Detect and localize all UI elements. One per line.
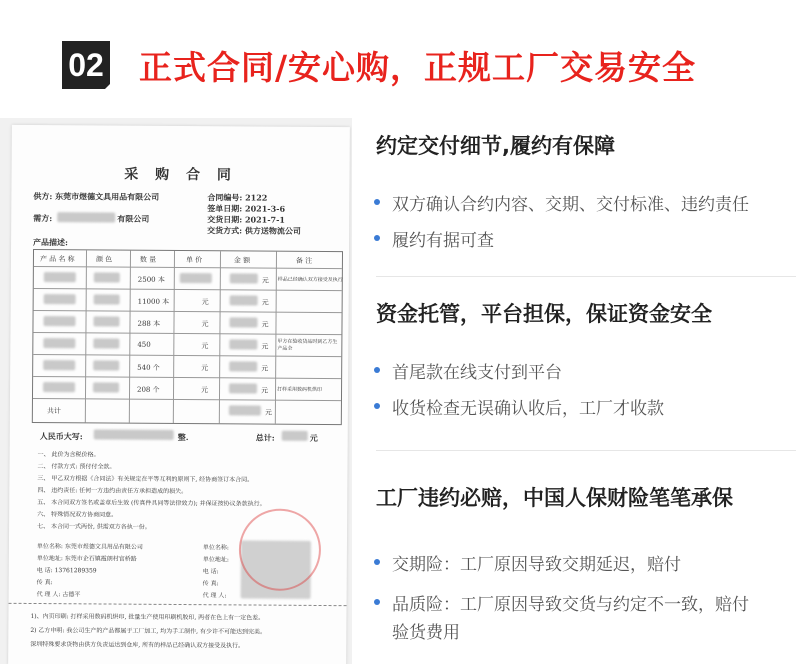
signature-line: 单位地址: 东莞市企石镇霞朗村官桥路 bbox=[36, 555, 137, 563]
signature-line: 传 真: bbox=[36, 579, 53, 587]
table-cell-amount: 元 bbox=[261, 276, 269, 285]
redacted-cell bbox=[93, 382, 119, 392]
table-cell-amount: 元 bbox=[261, 342, 269, 351]
redacted-cell bbox=[43, 382, 75, 392]
bullet-dot-icon bbox=[374, 367, 380, 373]
redacted-cell bbox=[229, 361, 257, 371]
contract-photo bbox=[0, 118, 352, 664]
redacted-cell bbox=[44, 294, 76, 304]
table-total-amount: 元 bbox=[264, 408, 272, 417]
table-cell-amount: 元 bbox=[261, 364, 269, 373]
contract-number: 合同编号: 2122 bbox=[207, 192, 268, 203]
clause-line: 一、 此价为含税价格。 bbox=[37, 451, 100, 459]
redacted-cell bbox=[94, 272, 120, 282]
table-col-line bbox=[173, 251, 175, 423]
table-col-line bbox=[129, 251, 131, 423]
table-cell-price: 元 bbox=[201, 364, 209, 373]
redacted-cell bbox=[93, 360, 119, 370]
table-header: 数 量 bbox=[139, 255, 157, 264]
signature-line: 电 话: 13761289359 bbox=[36, 567, 97, 575]
contract-title: 采 购 合 同 bbox=[124, 166, 237, 184]
table-cell-note: 打样采用数码机烘印 bbox=[277, 386, 323, 393]
section-heading: 资金托管，平台担保，保证资金安全 bbox=[376, 302, 712, 326]
contract-buyer-suffix: 有限公司 bbox=[117, 213, 150, 224]
table-cell-note: 样品已经确认双方接受及执行 bbox=[277, 276, 343, 284]
redacted-cell bbox=[43, 360, 75, 370]
badge-notch bbox=[104, 84, 110, 90]
footnote-line: 1)、内页印刷: 打样采用数码机烘印, 批量生产使用印刷机胶印, 两者在色上有一定色差。 bbox=[30, 612, 265, 622]
redacted-cell bbox=[44, 272, 76, 282]
clause-line: 六、 特殊情况双方协商同意。 bbox=[37, 511, 118, 519]
section-divider bbox=[376, 276, 796, 277]
grand-total-suffix: 元 bbox=[309, 432, 318, 443]
redacted-cell bbox=[229, 339, 257, 349]
table-cell-amount: 元 bbox=[261, 386, 269, 395]
signature-line: 代 理 人: bbox=[202, 592, 227, 600]
clause-line: 四、 违约责任: 任何一方违约由责任方承担造成的损失。 bbox=[37, 487, 188, 496]
table-cell-amount: 元 bbox=[261, 298, 269, 307]
table-cell-qty: 450 bbox=[137, 340, 151, 349]
section-heading: 工厂违约必赔，中国人保财险笔笔承保 bbox=[376, 486, 733, 510]
table-header: 单 价 bbox=[185, 256, 203, 265]
redacted-cell bbox=[229, 383, 257, 393]
signature-line: 电 话: bbox=[202, 568, 219, 576]
redacted-cell bbox=[93, 338, 119, 348]
contract-buyer-prefix: 需方: bbox=[33, 212, 53, 224]
feature-item-continuation: 验货费用 bbox=[392, 623, 460, 643]
table-header: 金 额 bbox=[233, 256, 251, 265]
bullet-dot-icon bbox=[374, 199, 380, 205]
feature-item: 首尾款在线支付到平台 bbox=[392, 363, 562, 383]
feature-item: 收货检查无误确认收后，工厂才收款 bbox=[392, 399, 664, 419]
table-row bbox=[34, 266, 342, 269]
redacted-cell bbox=[43, 338, 75, 348]
table-row bbox=[33, 332, 341, 335]
feature-item: 双方确认合约内容、交期、交付标准、违约责任 bbox=[392, 195, 749, 215]
signature-line: 代 理 人: 古德平 bbox=[36, 591, 81, 599]
contract-delivery-method: 交货方式: 供方送物流公司 bbox=[207, 225, 301, 236]
redacted-cell bbox=[230, 273, 258, 283]
signature-line: 单位地址: bbox=[202, 556, 229, 564]
feature-item: 履约有据可查 bbox=[392, 231, 494, 251]
signature-line: 单位名称: bbox=[202, 544, 229, 552]
table-header: 颜 色 bbox=[95, 255, 113, 264]
footnote-line: 2) 乙方申明: 我公司生产的产品都属于工厂加工, 均为手工制作, 有少许不可能达到完美。 bbox=[30, 626, 267, 636]
table-cell-price: 元 bbox=[201, 386, 209, 395]
table-cell-price: 元 bbox=[201, 298, 209, 307]
table-cell-qty: 11000 本 bbox=[137, 297, 170, 306]
grand-total-label: 总计: bbox=[255, 432, 275, 443]
rmb-suffix: 整. bbox=[177, 431, 189, 443]
table-row bbox=[34, 310, 342, 313]
redacted-buyer bbox=[57, 212, 115, 222]
redacted-cell bbox=[229, 317, 257, 327]
redacted-rmb bbox=[94, 429, 174, 440]
signature-line: 单位名称: 东莞市煜德文具用品有限公司 bbox=[36, 543, 143, 551]
table-row bbox=[33, 376, 341, 379]
redacted-cell bbox=[94, 294, 120, 304]
table-header: 产 品 名 称 bbox=[39, 255, 75, 264]
redacted-cell bbox=[93, 316, 119, 326]
page-title: 正式合同/安心购，正规工厂交易安全 bbox=[139, 48, 697, 87]
table-cell-price: 元 bbox=[201, 320, 209, 329]
table-cell-qty: 2500 本 bbox=[137, 275, 165, 284]
contract-delivery-date: 交货日期: 2021-7-1 bbox=[207, 214, 286, 225]
bullet-dot-icon bbox=[374, 559, 380, 565]
clause-line: 二、 付款方式: 预付付全款。 bbox=[37, 463, 116, 471]
redacted-cell bbox=[229, 405, 261, 415]
feature-panel bbox=[352, 118, 800, 664]
bullet-dot-icon bbox=[374, 599, 380, 605]
contract-product-desc: 产品描述: bbox=[33, 236, 69, 248]
table-row bbox=[33, 398, 341, 401]
footnote-line: 深圳特殊要求货物由供方负责运达到仓库, 所有的样品已经确认双方接受及执行。 bbox=[30, 640, 245, 650]
section-heading: 约定交付细节,履约有保障 bbox=[376, 134, 615, 158]
bullet-dot-icon bbox=[374, 403, 380, 409]
redacted-total bbox=[282, 431, 308, 441]
company-seal bbox=[239, 508, 322, 591]
clause-line: 三、 甲乙双方根据《合同法》有关规定在平等互利的原则下, 经协商签订本合同。 bbox=[37, 475, 254, 484]
footnote-separator bbox=[9, 603, 347, 606]
contract-sign-date: 签单日期: 2021-3-6 bbox=[207, 203, 286, 214]
table-cell-qty: 540 个 bbox=[137, 363, 160, 372]
header-banner bbox=[0, 0, 800, 118]
table-cell-amount: 元 bbox=[261, 320, 269, 329]
table-cell-qty: 208 个 bbox=[137, 385, 160, 394]
contract-paper bbox=[8, 125, 350, 664]
table-row bbox=[34, 288, 342, 291]
table-row bbox=[33, 354, 341, 357]
bullet-dot-icon bbox=[374, 235, 380, 241]
table-header: 备 注 bbox=[295, 256, 313, 265]
redacted-cell bbox=[180, 273, 212, 283]
table-col-line bbox=[85, 250, 87, 422]
table-cell-price: 元 bbox=[201, 342, 209, 351]
section-divider bbox=[376, 450, 796, 451]
contract-table bbox=[32, 249, 343, 425]
redacted-cell bbox=[43, 316, 75, 326]
signature-line: 传 真: bbox=[202, 580, 219, 588]
redacted-cell bbox=[230, 295, 258, 305]
section-number-badge: 02 bbox=[62, 41, 110, 89]
table-cell-note: 甲方在验收货品时到乙方生产品全 bbox=[277, 338, 338, 352]
contract-supplier: 供方: 东莞市煜德文具用品有限公司 bbox=[33, 190, 160, 202]
table-col-line bbox=[219, 251, 221, 423]
clause-line: 五、 本合同双方签名或盖章后生效 (传真件具同等法律效力); 并保证按协议条款执行。 bbox=[37, 499, 266, 508]
feature-item: 品质险：工厂原因导致交货与约定不一致，赔付 bbox=[392, 595, 749, 615]
clause-line: 七、 本合同一式两份, 供需双方各执一份。 bbox=[37, 523, 151, 531]
table-cell-qty: 288 本 bbox=[137, 319, 161, 328]
table-total-label: 共计 bbox=[46, 407, 61, 416]
feature-item: 交期险：工厂原因导致交期延迟，赔付 bbox=[392, 555, 681, 575]
rmb-label: 人民币大写: bbox=[39, 431, 83, 442]
